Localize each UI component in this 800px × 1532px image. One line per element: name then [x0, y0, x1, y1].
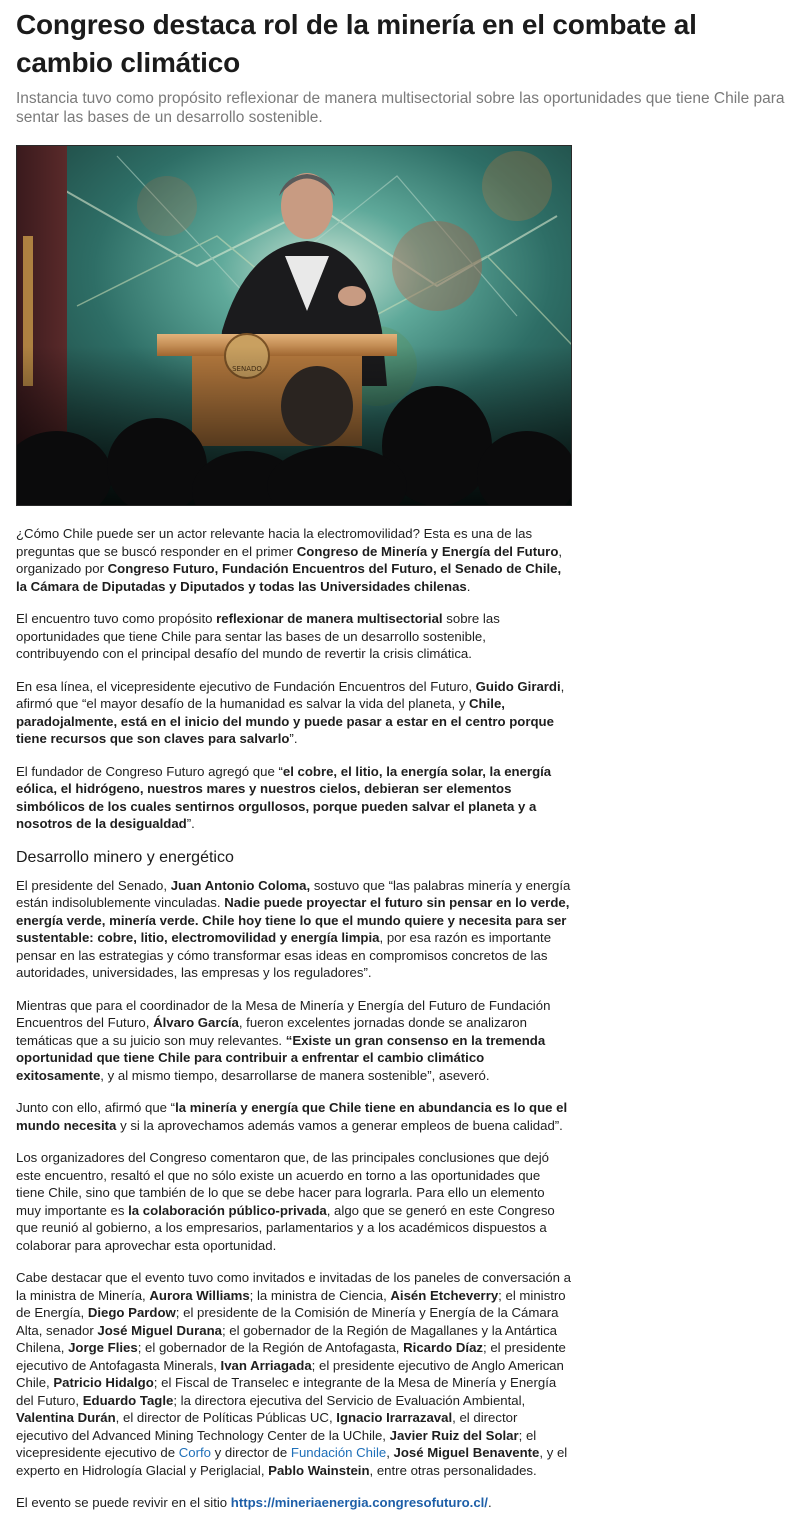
text: ; el ministro de Energía,	[16, 1287, 566, 1320]
text: ; el gobernador de la Región de Magallanes y la Antártica Chilena,	[16, 1322, 558, 1355]
text: ; la ministra de Ciencia,	[249, 1287, 391, 1303]
paragraph-girardi	[16, 678, 572, 748]
paragraph-organizers	[16, 1149, 572, 1254]
paragraph-purpose	[16, 610, 572, 663]
bold-text: Diego Pardow	[87, 1305, 176, 1320]
bold-text: José Miguel Durana	[97, 1322, 222, 1338]
text: Cabe destacar que el evento tuvo como invitados e invitadas de los paneles de conversación a la ministra de Minería,	[16, 1270, 571, 1303]
bold-text: Pablo Wainstein	[268, 1462, 370, 1478]
text: , fueron excelentes jornadas donde se analizaron temáticas que a su juicio son muy relevantes.	[16, 1015, 527, 1048]
article-title: Congreso destaca rol de la minería en el combate al cambio climático	[16, 9, 697, 78]
text: y director de	[211, 1445, 291, 1460]
text: ; el presidente ejecutivo de Antofagasta Minerals,	[16, 1340, 566, 1373]
bold-text: el cobre, el litio, la energía solar, la energía eólica, el hidrógeno, nuestros mares y nuestros cielos, debieran ser elementos simbólicos de los cuales sentirnos orgullosos, porque pueden salvar el planeta y a nosotros de la desigualdad	[16, 763, 552, 831]
text: .	[466, 578, 471, 594]
bold-text: Eduardo Tagle	[82, 1392, 174, 1408]
hero-photo	[17, 146, 572, 506]
bold-text: Ricardo Díaz	[403, 1340, 484, 1355]
event-website-link[interactable]: https://mineriaenergia.congresofuturo.cl/	[230, 1495, 488, 1510]
text: El fundador de Congreso Futuro agregó que “	[16, 763, 283, 779]
text: ¿Cómo Chile puede ser un actor relevante hacia la electromovilidad? Esta es una de las preguntas que se buscó responder en el primer	[16, 526, 533, 559]
bold-text: la minería y energía que Chile tiene en abundancia es lo que el mundo necesita	[16, 1100, 568, 1133]
text: , algo que se generó en este Congreso que reunió al gobierno, a los empresarios, parlamentarios y a los académicos dispuestos a colaborar para aprovechar esta oportunidad.	[16, 1202, 555, 1253]
text: ,	[386, 1445, 394, 1460]
text: sostuvo que “las palabras minería y energía están indisolublemente vinculadas.	[16, 877, 571, 910]
bold-text: Ivan Arriagada	[220, 1357, 312, 1373]
text: , afirmó que “el mayor desafío de la humanidad es salvar la vida del planeta, y	[16, 678, 565, 711]
text: .	[487, 1495, 492, 1510]
hero-image	[16, 145, 572, 506]
bold-text: Ignacio Irarrazaval	[336, 1410, 453, 1425]
paragraph-abundance	[16, 1099, 572, 1134]
bold-text: Guido Girardi	[475, 678, 561, 694]
bold-text: la colaboración público-privada	[128, 1202, 327, 1218]
text: y si la aprovechamos además vamos a generar empleos de buena calidad”.	[116, 1117, 563, 1133]
text: ”.	[289, 731, 298, 746]
text: Junto con ello, afirmó que “	[16, 1100, 176, 1115]
paragraph-website	[16, 1494, 572, 1512]
text: , el director ejecutivo del Advanced Mining Technology Center de la UChile,	[16, 1410, 518, 1443]
paragraph-coloma	[16, 877, 572, 982]
text: ; el Fiscal de Transelec e integrante de la Mesa de Minería y Energía del Futuro,	[16, 1375, 557, 1408]
bold-text: “Existe un gran consenso en la tremenda oportunidad que tiene Chile para contribuir a enfrentar el cambio climático exitosamente	[16, 1032, 546, 1083]
text: sobre las oportunidades que tiene Chile para sentar las bases de un desarrollo sostenible, contribuyendo con el principal desafío del mundo de revertir la crisis climática.	[16, 611, 500, 661]
text: Mientras que para el coordinador de la Mesa de Minería y Energía del Futuro de Fundación Encuentros del Futuro,	[16, 997, 551, 1030]
text: El evento se puede revivir en el sitio	[16, 1495, 231, 1510]
article-subtitle: Instancia tuvo como propósito reflexionar de manera multisectorial sobre las oportunidades que tiene Chile para sentar las bases de un desarrollo sostenible.	[16, 90, 785, 126]
article-body	[16, 525, 572, 1527]
bold-text: Aurora Williams	[149, 1287, 250, 1303]
bold-text: Javier Ruiz del Solar	[389, 1427, 519, 1443]
paragraph-guests	[16, 1269, 572, 1479]
paragraph-intro	[16, 525, 572, 595]
bold-text: Nadie puede proyectar el futuro sin pensar en lo verde, energía verde, minería verde. Chile hoy tiene lo que el mundo quiere y necesita para ser sustentable: cobre, litio, electromovilidad y energía limpia	[16, 895, 570, 945]
text: Los organizadores del Congreso comentaron que, de las principales conclusiones que dejó este encuentro, resaltó el que no sólo existe un acuerdo en torno a las oportunidades que tiene Chile, sino que también de lo que se debe hacer para lograrla. Para ello un elemento muy importante es	[16, 1150, 549, 1218]
text: ; el gobernador de la Región de Antofagasta,	[137, 1340, 404, 1355]
text: , entre otras personalidades.	[369, 1462, 537, 1478]
bold-text: Jorge Flies	[68, 1340, 138, 1355]
text: , el director de Políticas Públicas UC,	[115, 1410, 337, 1425]
text: En esa línea, el vicepresidente ejecutivo de Fundación Encuentros del Futuro,	[16, 678, 476, 694]
text: ; la directora ejecutiva del Servicio de Evaluación Ambiental,	[173, 1392, 526, 1408]
text: El encuentro tuvo como propósito	[16, 611, 217, 626]
text: ”.	[186, 816, 195, 831]
text: ; el vicepresidente ejecutivo de	[16, 1427, 537, 1460]
section-heading: Desarrollo minero y energético	[16, 848, 234, 866]
paragraph-garcia	[16, 997, 572, 1085]
paragraph-founder	[16, 763, 572, 833]
bold-text: Patricio Hidalgo	[53, 1375, 154, 1390]
text: El presidente del Senado,	[16, 877, 171, 893]
bold-text: Juan Antonio Coloma,	[170, 877, 311, 893]
fundacion-chile-link[interactable]: Fundación Chile	[290, 1445, 387, 1460]
bold-text: Aisén Etcheverry	[390, 1287, 499, 1303]
corfo-link[interactable]: Corfo	[178, 1445, 211, 1460]
bold-text: Valentina Durán	[16, 1410, 116, 1425]
bold-text: Álvaro García	[153, 1015, 239, 1030]
text: ; el presidente ejecutivo de Anglo American Chile,	[16, 1357, 564, 1390]
text: , y al mismo tiempo, desarrollarse de manera sostenible”, aseveró.	[100, 1067, 490, 1083]
bold-text: José Miguel Benavente	[393, 1445, 540, 1460]
bold-text: Congreso de Minería y Energía del Futuro	[296, 543, 559, 559]
text: , organizado por	[16, 543, 563, 576]
text: , y el experto en Hidrología Glacial y Periglacial,	[16, 1445, 568, 1478]
bold-text: Chile, paradojalmente, está en el inicio del mundo y puede pasar a estar en el centro porque tiene recursos que son claves para salvarlo	[16, 696, 554, 746]
bold-text: reflexionar de manera multisectorial	[216, 611, 443, 626]
bold-text: Congreso Futuro, Fundación Encuentros del Futuro, el Senado de Chile, la Cámara de Diputadas y Diputados y todas las Universidades chilenas	[16, 561, 562, 594]
text: ; el presidente de la Comisión de Minería y Energía de la Cámara Alta, senador	[16, 1305, 559, 1338]
text: , por esa razón es importante pensar en las estrategias y cómo transformar esas ideas en compromisos concretos de las autoridades, universidades, las empresas y los reguladores”.	[16, 930, 552, 980]
